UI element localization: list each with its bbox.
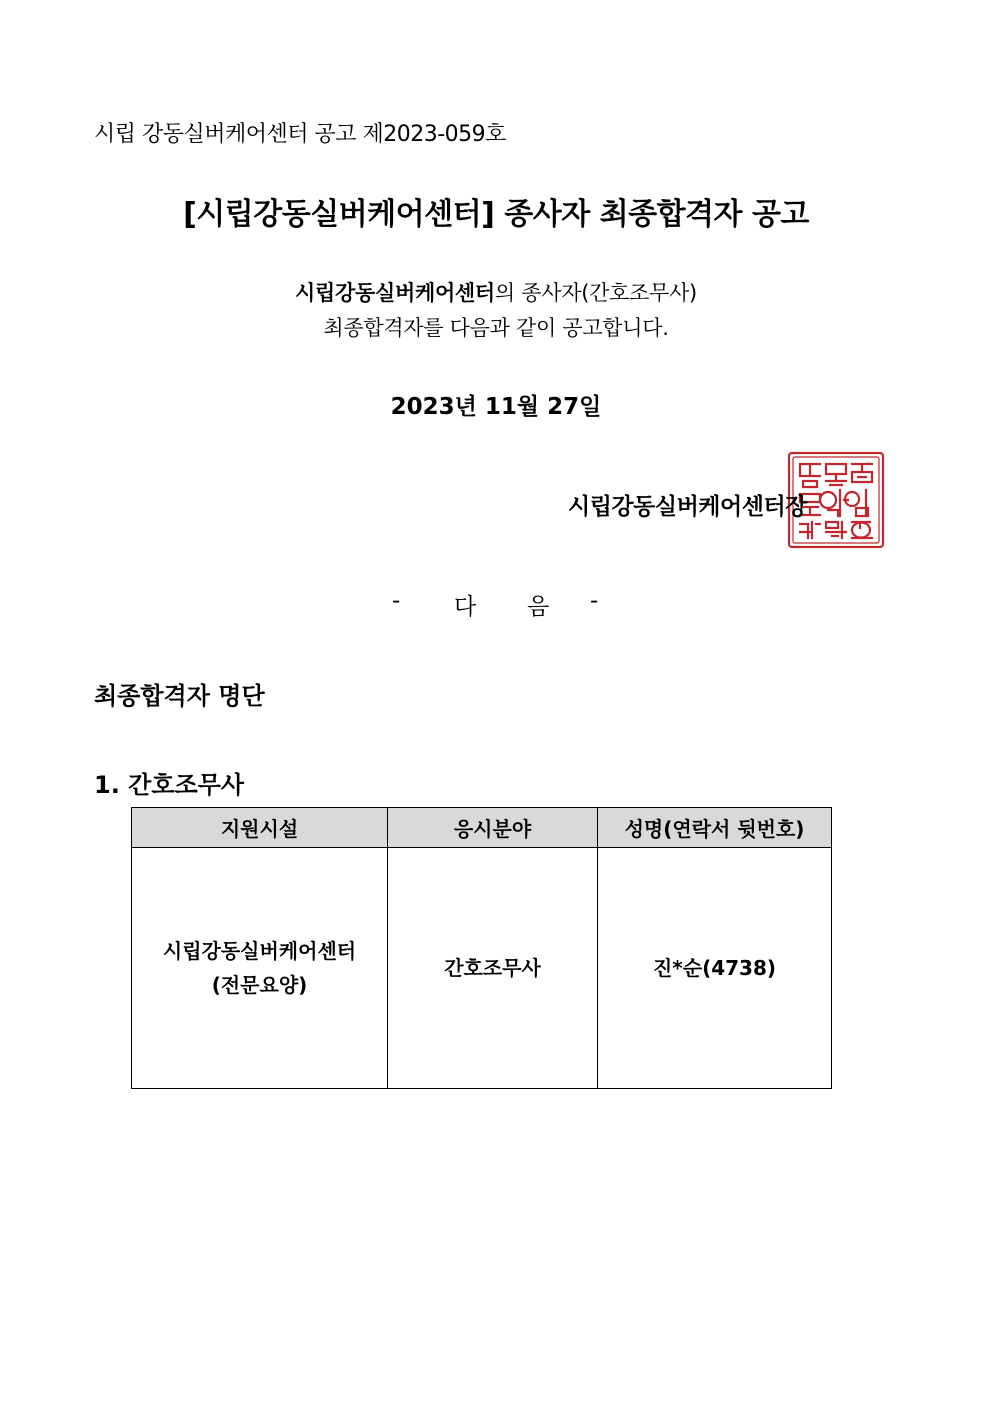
separator-dash-right: -: [590, 588, 599, 614]
intro-organization: 시립강동실버케어센터: [295, 281, 495, 305]
separator-dash-left: -: [392, 588, 401, 614]
header-field: 응시분야: [388, 808, 598, 848]
cell-facility: [132, 848, 388, 1089]
separator-word-1: 다: [454, 594, 477, 620]
separator-word-2: 음: [527, 594, 550, 620]
cell-field: 간호조무사: [388, 848, 598, 1089]
intro-line-1-rest: 의 종사자(간호조무사): [494, 281, 697, 305]
subsection-title: 1. 간호조무사: [94, 771, 245, 799]
table-header-row: [132, 808, 832, 848]
section-title: 최종합격자 명단: [94, 682, 265, 710]
intro-line-2: 최종합격자를 다음과 같이 공고합니다.: [323, 316, 669, 340]
cell-facility-line-1: 시립강동실버케어센터: [162, 939, 357, 963]
header-name: 성명(연락서 뒷번호): [598, 808, 832, 848]
document-title: [시립강동실버케어센터] 종사자 최종합격자 공고: [183, 197, 809, 232]
cell-facility-line-2: (전문요양): [211, 973, 308, 997]
header-facility: 지원시설: [132, 808, 388, 848]
cell-name: 진*순(4738): [598, 848, 832, 1089]
announcement-date: 2023년 11월 27일: [390, 394, 602, 420]
document-number: 시립 강동실버케어센터 공고 제2023-059호: [94, 122, 506, 147]
section-separator: [392, 588, 602, 618]
table-row: [132, 848, 832, 1089]
result-table: [131, 807, 832, 1089]
intro-line-1: [0, 277, 992, 307]
signer-title: 시립강동실버케어센터장: [568, 494, 807, 520]
